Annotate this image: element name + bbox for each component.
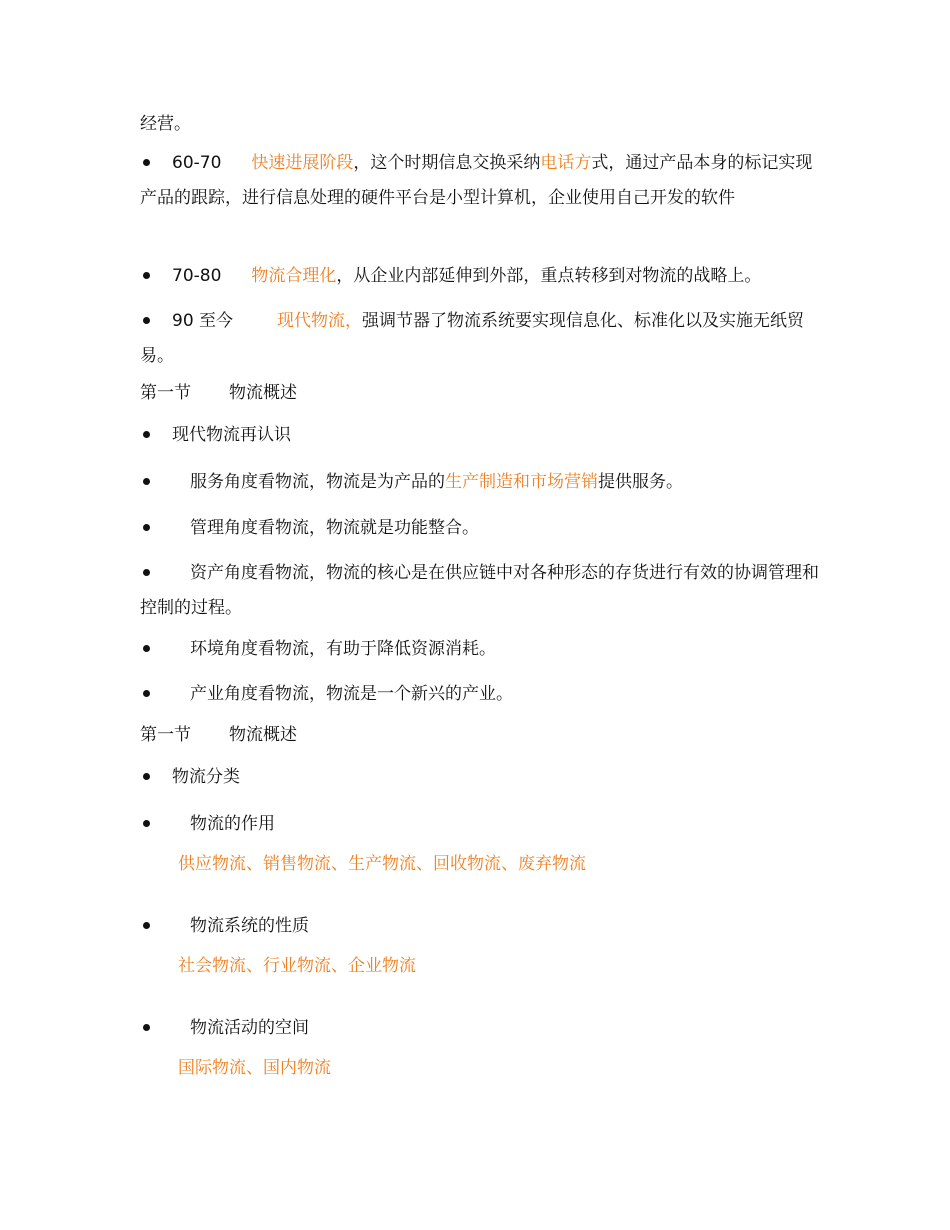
- list-item: [140, 556, 820, 626]
- bullet-icon: [143, 317, 150, 324]
- highlight-text: 物流合理化: [251, 266, 337, 286]
- list-item: [140, 677, 820, 712]
- body-text: 现代物流再认识: [172, 425, 291, 445]
- list-item: [140, 1011, 820, 1046]
- highlight-text: 快速进展阶段: [251, 153, 354, 173]
- section-heading: [140, 718, 820, 753]
- body-text: 提供服务。: [598, 472, 683, 492]
- highlight-text: 电话方: [540, 153, 592, 173]
- bullet-icon: [143, 569, 150, 576]
- body-text: 强调节器了物流系统要实现信息化、标准化以及实施无纸贸易。: [140, 311, 805, 366]
- list-item: [140, 632, 820, 667]
- body-text: 产业角度看物流，物流是一个新兴的产业。: [190, 684, 513, 704]
- body-text: 物流系统的性质: [190, 916, 309, 936]
- period-label: 70-80: [172, 266, 222, 286]
- bullet-icon: [143, 1024, 150, 1031]
- body-text: 服务角度看物流，物流是为产品的: [190, 472, 445, 492]
- list-item: [140, 511, 820, 546]
- section-number: 第一节: [140, 383, 191, 403]
- bullet-icon: [143, 524, 150, 531]
- highlight-text: 生产制造和市场营销: [445, 472, 598, 492]
- highlight-text: 现代物流，: [277, 311, 363, 331]
- sub-list-text: 国际物流、国内物流: [178, 1058, 331, 1078]
- bullet-icon: [143, 645, 150, 652]
- bullet-icon: [143, 773, 150, 780]
- list-item: [140, 146, 820, 216]
- body-text: 环境角度看物流，有助于降低资源消耗。: [190, 639, 496, 659]
- bullet-icon: [143, 272, 150, 279]
- paragraph-continuation: 经营。: [140, 114, 191, 134]
- body-text: 式，通过产品本身的标记实现产品的跟踪，进行信息处理的硬件平台是小型计算机，企业使用自己开发的软件: [140, 153, 813, 208]
- body-text: 管理角度看物流，物流就是功能整合。: [190, 518, 479, 538]
- sub-list-text: 社会物流、行业物流、企业物流: [178, 956, 416, 976]
- list-item: [140, 465, 820, 500]
- list-item: [140, 418, 820, 453]
- body-text: 资产角度看物流，物流的核心是在供应链中对各种形态的存货进行有效的协调管理和控制的过程。: [140, 563, 819, 618]
- body-text: 物流活动的空间: [190, 1018, 309, 1038]
- body-text: 物流分类: [172, 767, 240, 787]
- list-item: [140, 304, 820, 374]
- bullet-icon: [143, 478, 150, 485]
- bullet-icon: [143, 690, 150, 697]
- section-title: 物流概述: [229, 725, 297, 745]
- bullet-icon: [143, 820, 150, 827]
- bullet-icon: [143, 922, 150, 929]
- list-item: [140, 259, 820, 294]
- bullet-icon: [143, 159, 150, 166]
- section-heading: [140, 376, 820, 411]
- period-label: 60-70: [172, 153, 222, 173]
- list-item: [140, 807, 820, 842]
- body-text: ，从企业内部延伸到外部，重点转移到对物流的战略上。: [336, 266, 762, 286]
- list-item: [140, 909, 820, 944]
- bullet-icon: [143, 431, 150, 438]
- body-text: ，这个时期信息交换采纳: [353, 153, 541, 173]
- section-title: 物流概述: [229, 383, 297, 403]
- sub-list-text: 供应物流、销售物流、生产物流、回收物流、废弃物流: [178, 854, 586, 874]
- body-text: 物流的作用: [190, 814, 275, 834]
- section-number: 第一节: [140, 725, 191, 745]
- list-item: [140, 760, 820, 795]
- period-label: 90 至今: [172, 311, 234, 331]
